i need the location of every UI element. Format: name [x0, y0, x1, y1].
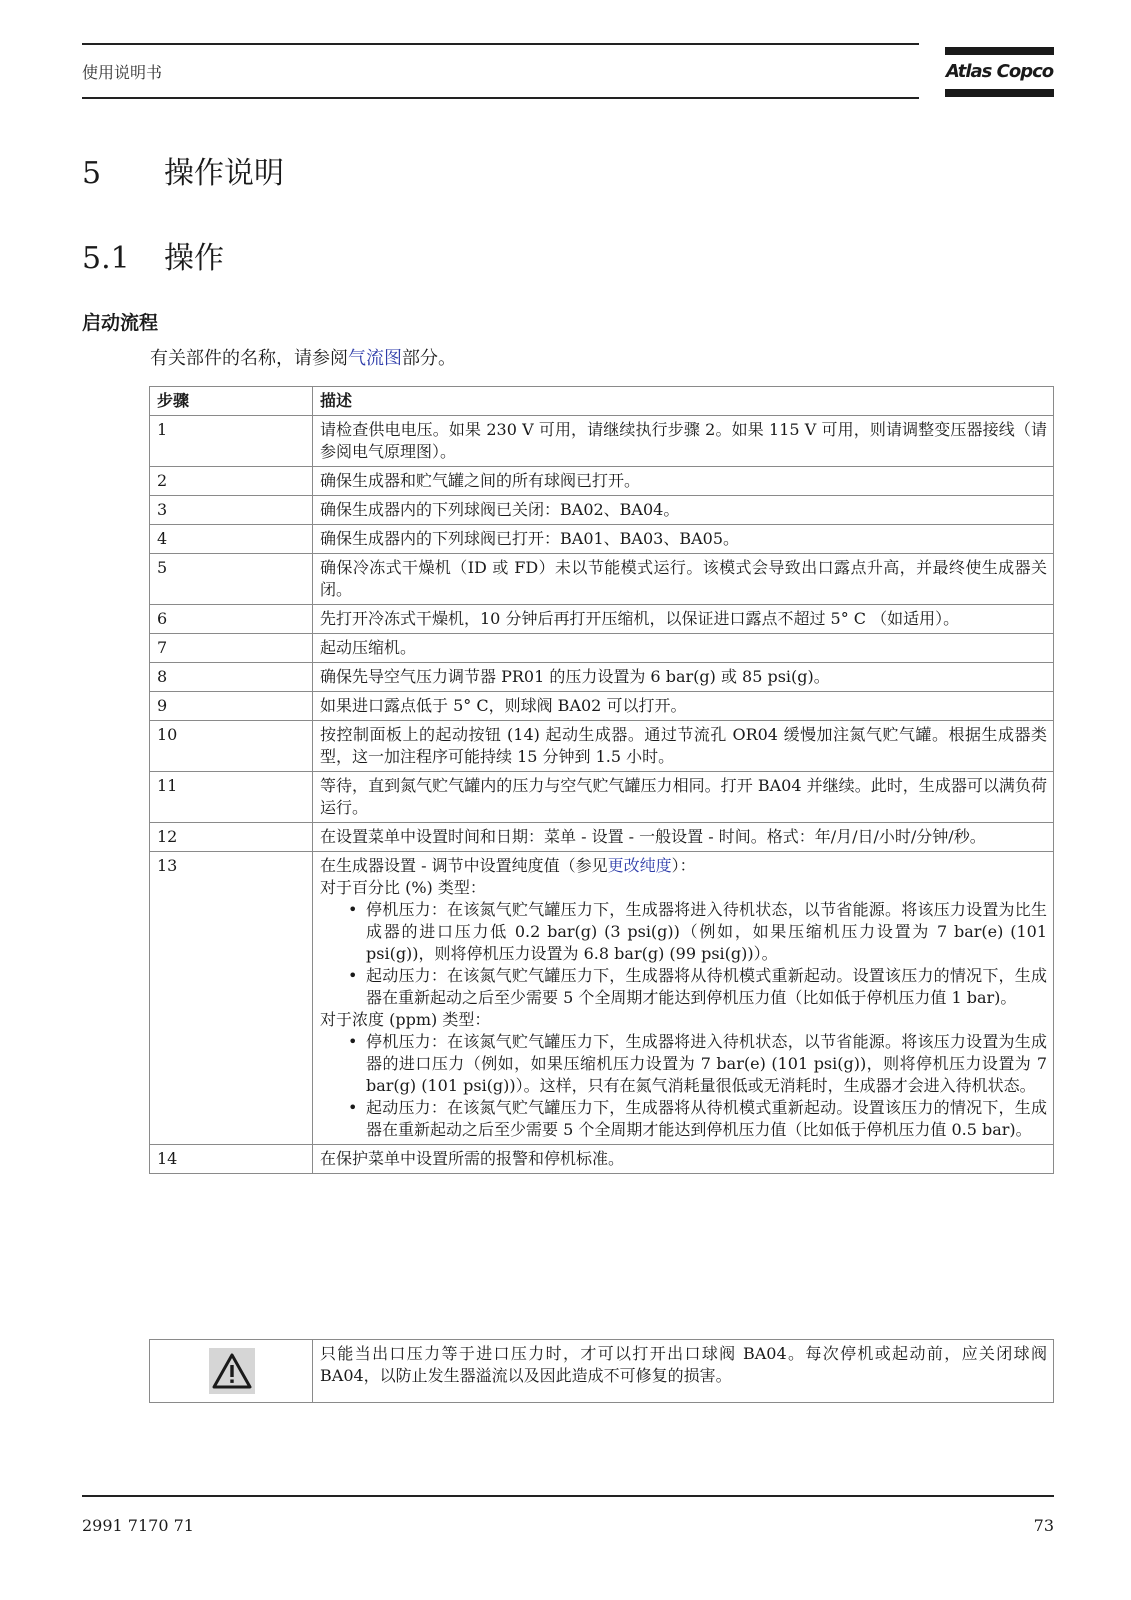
ppm-type-heading: 对于浓度 (ppm) 类型： — [320, 1010, 491, 1029]
step-number: 4 — [150, 525, 313, 554]
steps-table — [149, 386, 1054, 1174]
airflow-diagram-link[interactable]: 气流图 — [348, 348, 402, 369]
footer-rule — [82, 1495, 1054, 1497]
intro-after: 部分。 — [402, 348, 456, 369]
table-row — [150, 772, 1054, 823]
step-number: 10 — [150, 721, 313, 772]
warning-text: 只能当出口压力等于进口压力时，才可以打开出口球阀 BA04。每次停机或起动前，应关闭球阀 BA04，以防止发生器溢流以及因此造成不可修复的损害。 — [313, 1340, 1054, 1403]
percent-type-heading: 对于百分比 (%) 类型： — [320, 878, 486, 897]
step-description: 等待，直到氮气贮气罐内的压力与空气贮气罐压力相同。打开 BA04 并继续。此时，生成器可以满负荷运行。 — [313, 772, 1054, 823]
step-number: 13 — [150, 852, 313, 1145]
table-row — [150, 721, 1054, 772]
step-number: 3 — [150, 496, 313, 525]
step-description: 确保冷冻式干燥机（ID 或 FD）未以节能模式运行。该模式会导致出口露点升高，并最终使生成器关闭。 — [313, 554, 1054, 605]
warning-box — [149, 1339, 1054, 1403]
list-item: • 起动压力：在该氮气贮气罐压力下，生成器将从待机模式重新起动。设置该压力的情况下，生成器在重新起动之后至少需要 5 个全周期才能达到停机压力值（比如低于停机压力值 1 bar)。 — [344, 965, 1047, 1009]
table-header-row — [150, 387, 1054, 416]
header-title: 使用说明书 — [82, 63, 163, 82]
subsection-heading: 启动流程 — [82, 312, 159, 334]
step-number: 12 — [150, 823, 313, 852]
purity-line-after: ）： — [671, 856, 696, 875]
ppm-type-list — [320, 1031, 1047, 1141]
percent-type-list — [320, 899, 1047, 1009]
purity-line-before: 在生成器设置 - 调节中设置纯度值（参见 — [320, 856, 608, 875]
step-number: 1 — [150, 416, 313, 467]
chapter-title: 操作说明 — [164, 156, 284, 191]
logo-bottom-bar — [945, 89, 1054, 97]
header-description: 描述 — [313, 387, 1054, 416]
purity-line — [320, 855, 1047, 877]
table-row — [150, 634, 1054, 663]
header-top-rule — [82, 43, 919, 45]
step-description: 在设置菜单中设置时间和日期：菜单 - 设置 - 一般设置 - 时间。格式：年/月/日/小时/分钟/秒。 — [313, 823, 1054, 852]
list-item: • 起动压力：在该氮气贮气罐压力下，生成器将从待机模式重新起动。设置该压力的情况下，生成器在重新起动之后至少需要 5 个全周期才能达到停机压力值（比如低于停机压力值 0.5 bar)。 — [344, 1097, 1047, 1141]
step-description: 确保生成器内的下列球阀已打开：BA01、BA03、BA05。 — [313, 525, 1054, 554]
chapter-heading — [82, 148, 284, 192]
table-row — [150, 852, 1054, 1145]
table-row — [150, 1145, 1054, 1174]
intro-text — [150, 344, 456, 370]
table-row — [150, 554, 1054, 605]
logo-text: Atlas Copco — [945, 61, 1054, 82]
document-number: 2991 7170 71 — [82, 1516, 194, 1535]
step-number: 2 — [150, 467, 313, 496]
step-description: 在保护菜单中设置所需的报警和停机标准。 — [313, 1145, 1054, 1174]
atlas-copco-logo — [945, 47, 1054, 99]
step-description: 请检查供电电压。如果 230 V 可用，请继续执行步骤 2。如果 115 V 可用，则请调整变压器接线（请参阅电气原理图）。 — [313, 416, 1054, 467]
section-title: 操作 — [164, 241, 224, 276]
step-description: 确保先导空气压力调节器 PR01 的压力设置为 6 bar(g) 或 85 psi(g)。 — [313, 663, 1054, 692]
step-number: 5 — [150, 554, 313, 605]
intro-before: 有关部件的名称，请参阅 — [150, 348, 348, 369]
step-number: 11 — [150, 772, 313, 823]
step-description: 确保生成器和贮气罐之间的所有球阀已打开。 — [313, 467, 1054, 496]
section-number: 5.1 — [82, 241, 130, 276]
step-number: 7 — [150, 634, 313, 663]
warning-row — [150, 1340, 1054, 1403]
step-number: 14 — [150, 1145, 313, 1174]
table-row — [150, 692, 1054, 721]
table-row — [150, 467, 1054, 496]
step-number: 9 — [150, 692, 313, 721]
step-description: 起动压缩机。 — [313, 634, 1054, 663]
header-bottom-rule — [82, 97, 919, 99]
list-item: • 停机压力：在该氮气贮气罐压力下，生成器将进入待机状态，以节省能源。将该压力设置为比生成器的进口压力低 0.2 bar(g) (3 psi(g))（例如，如果压缩机压力设置为 7 bar(e) (101 psi(g))，则将停机压力设置为 6.8 bar(g) (99 psi(g))）。 — [344, 899, 1047, 965]
step-description: 如果进口露点低于 5° C，则球阀 BA02 可以打开。 — [313, 692, 1054, 721]
chapter-number: 5 — [82, 156, 102, 191]
step-description: 按控制面板上的起动按钮 (14) 起动生成器。通过节流孔 OR04 缓慢加注氮气贮气罐。根据生成器类型，这一加注程序可能持续 15 分钟到 1.5 小时。 — [313, 721, 1054, 772]
table-row — [150, 496, 1054, 525]
warning-icon-cell — [150, 1340, 313, 1403]
table-row — [150, 823, 1054, 852]
logo-top-bar — [945, 47, 1054, 55]
step-description: 先打开冷冻式干燥机，10 分钟后再打开压缩机，以保证进口露点不超过 5° C （如适用）。 — [313, 605, 1054, 634]
header-step: 步骤 — [150, 387, 313, 416]
table-row — [150, 416, 1054, 467]
step-description: 确保生成器内的下列球阀已关闭：BA02、BA04。 — [313, 496, 1054, 525]
warning-triangle-icon — [209, 1348, 255, 1394]
section-heading — [82, 233, 224, 277]
table-row — [150, 605, 1054, 634]
table-row — [150, 525, 1054, 554]
step-number: 8 — [150, 663, 313, 692]
step-number: 6 — [150, 605, 313, 634]
step-description — [313, 852, 1054, 1145]
table-row — [150, 663, 1054, 692]
page-number: 73 — [1033, 1516, 1054, 1535]
change-purity-link[interactable]: 更改纯度 — [607, 856, 672, 875]
list-item: • 停机压力：在该氮气贮气罐压力下，生成器将进入待机状态，以节省能源。将该压力设置为生成器的进口压力（例如，如果压缩机压力设置为 7 bar(e) (101 psi(g))，则将停机压力设置为 7 bar(g) (101 psi(g))）。这样，只有在氮气消耗量很低或无消耗时，生成器才会进入待机状态。 — [344, 1031, 1047, 1097]
